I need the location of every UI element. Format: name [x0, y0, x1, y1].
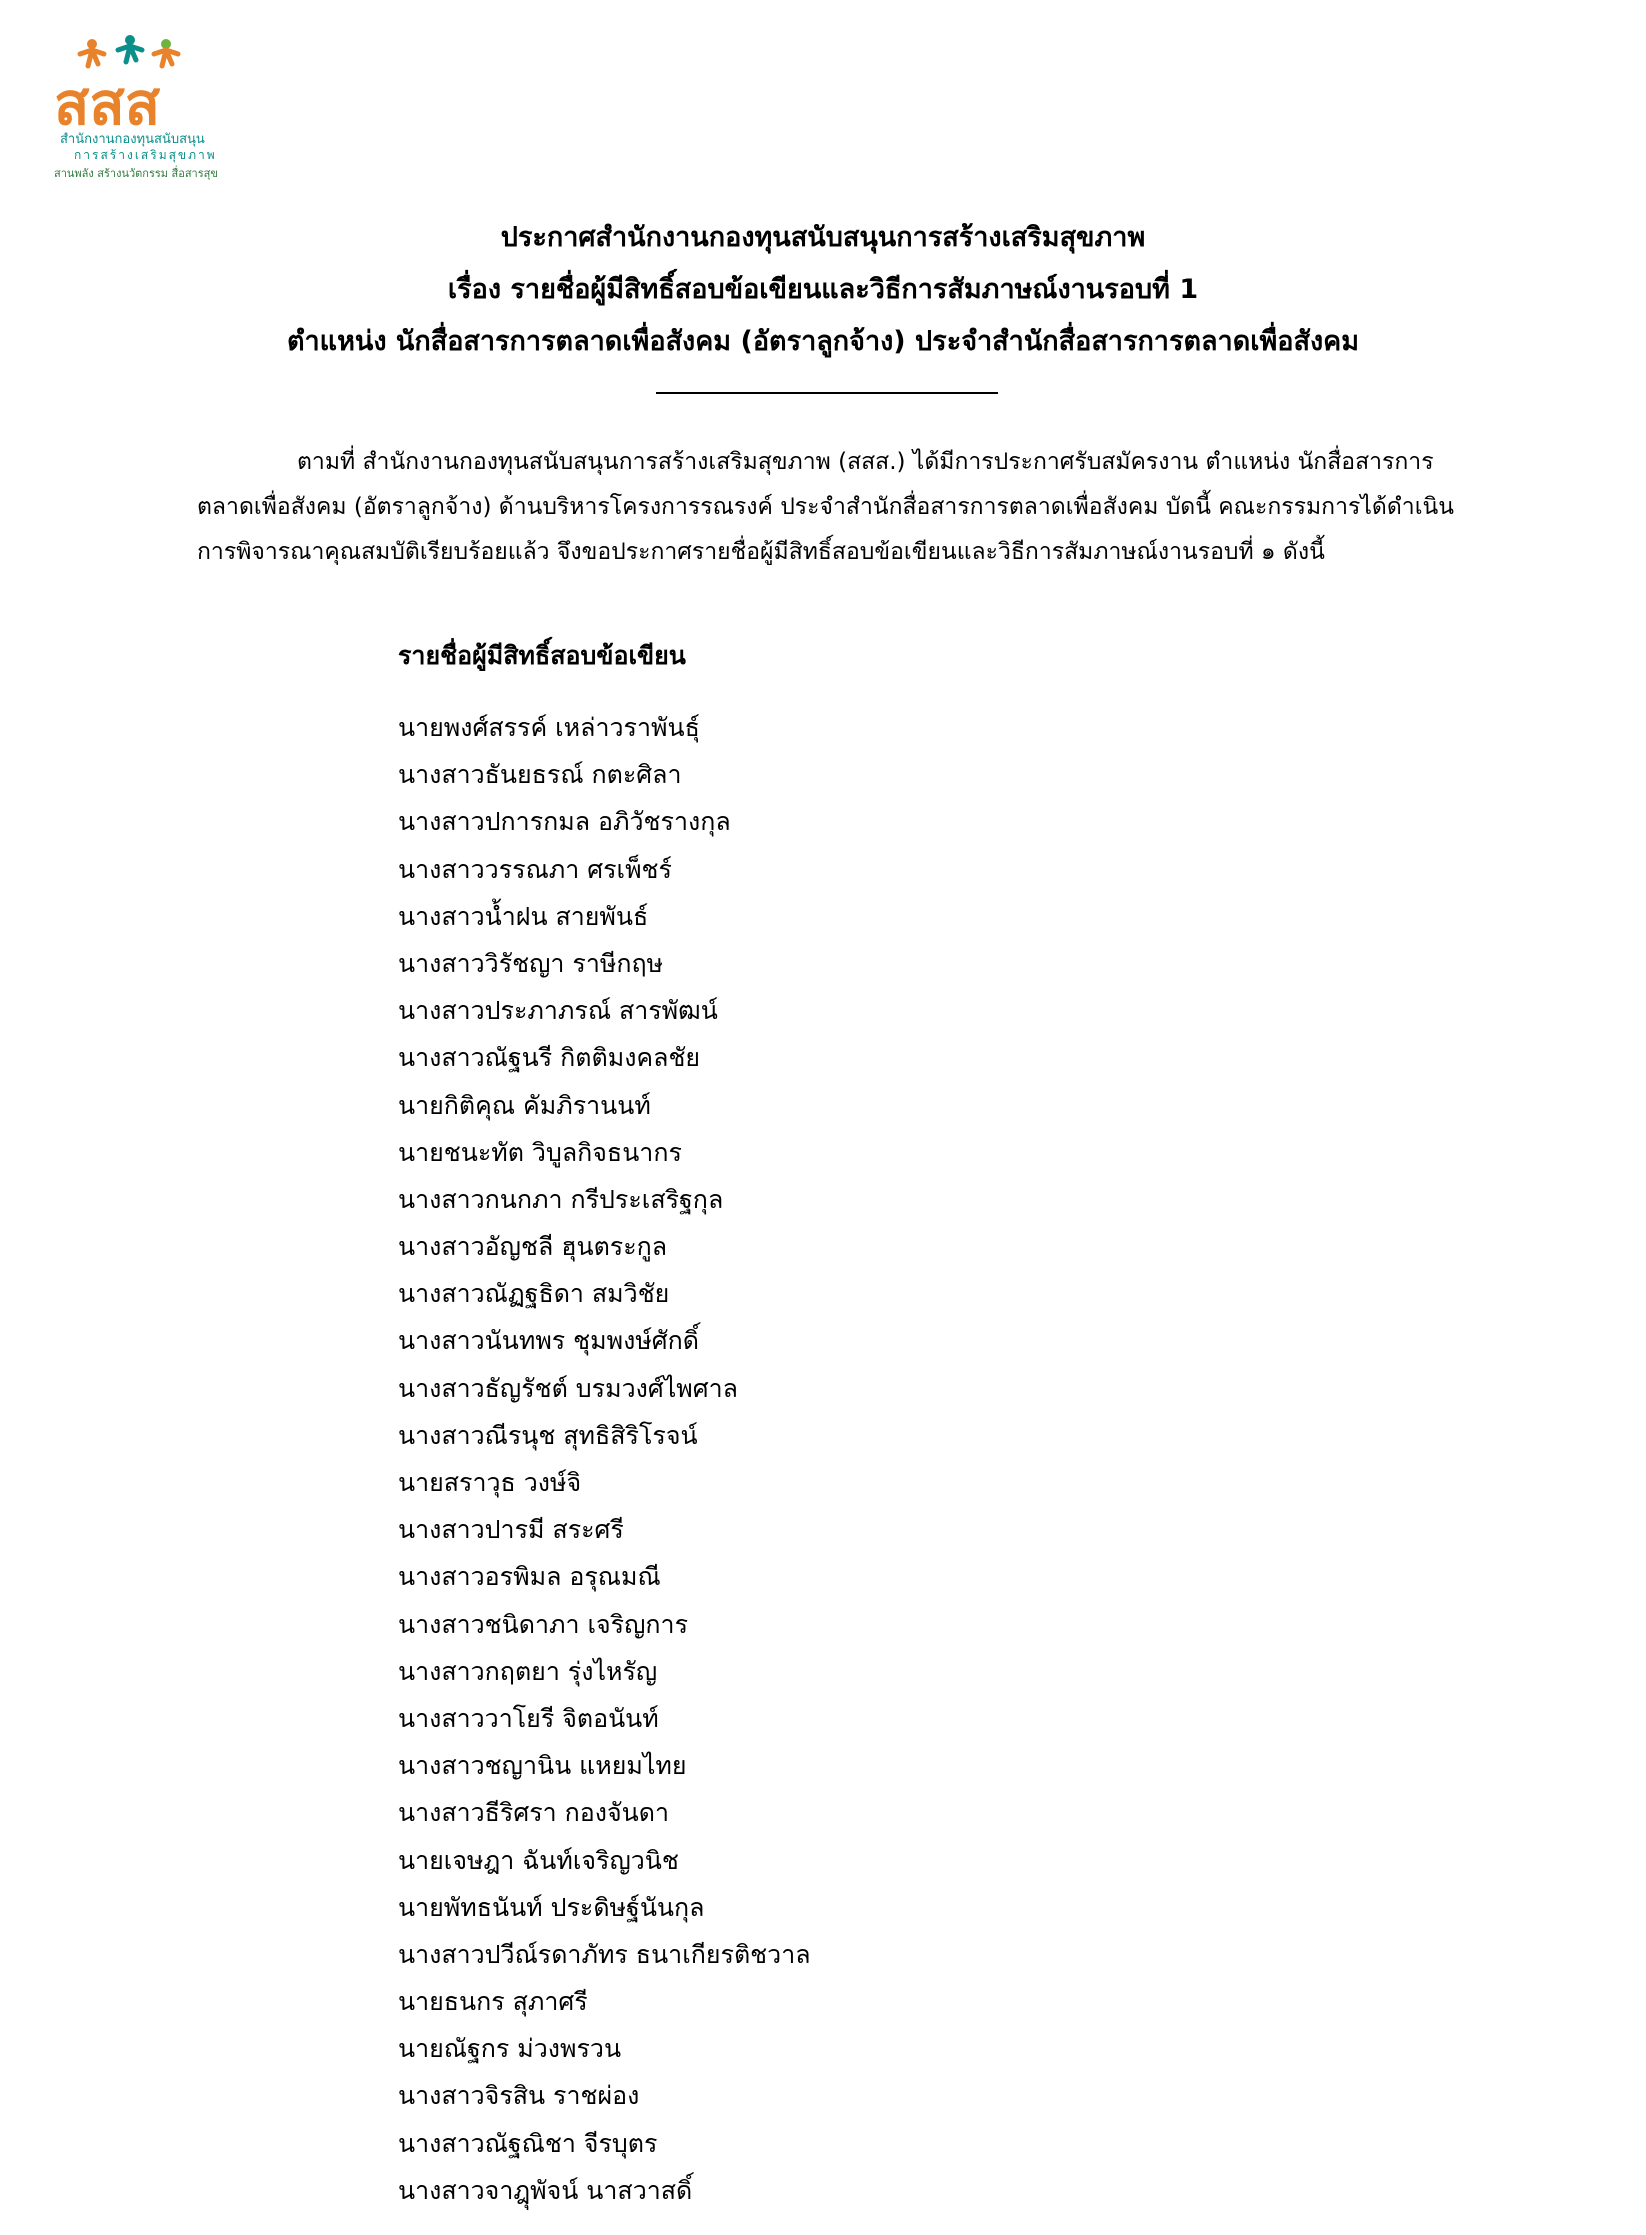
- list-item: นางสาวกนกภา กรีประเสริฐกุล: [398, 1184, 724, 1214]
- list-item: นางสาววาโยรี จิตอนันท์: [398, 1703, 659, 1733]
- list-item: นายธนกร สุภาศรี: [398, 1987, 588, 2017]
- list-item: นายณัฐกร ม่วงพรวน: [398, 2034, 622, 2064]
- list-item: นางสาวณัฐนรี กิตติมงคลชัย: [398, 1043, 701, 1073]
- list-item: นางสาวจาฎุพัจน์ นาสวาสดิ์: [398, 2175, 693, 2205]
- announcement-title: [170, 212, 1476, 368]
- list-item: นางสาวณัฏฐธิดา สมวิชัย: [398, 1279, 670, 1309]
- list-item: นายสราวุธ วงษ์จิ: [398, 1468, 582, 1497]
- people-figures: [80, 35, 178, 66]
- thaihealth-logo-icon: [54, 32, 224, 128]
- title-line-2: เรื่อง รายชื่อผู้มีสิทธิ์สอบข้อเขียนและวิธีการสัมภาษณ์งานรอบที่ 1: [447, 274, 1199, 305]
- list-item: นางสาวกฤตยา รุ่งไหรัญ: [398, 1656, 658, 1686]
- list-item: นางสาวธีริศรา กองจันดา: [398, 1798, 670, 1828]
- candidates-heading: รายชื่อผู้มีสิทธิ์สอบข้อเขียน: [398, 641, 686, 670]
- list-item: นางสาวธัญรัชต์ บรมวงศ์ไพศาล: [398, 1373, 738, 1403]
- list-item: นางสาวณัฐณิชา จีรบุตร: [398, 2128, 658, 2158]
- list-item: นางสาวชนิดาภา เจริญการ: [398, 1609, 688, 1639]
- list-item: นายกิติคุณ คัมภิรานนท์: [398, 1090, 651, 1120]
- list-item: นางสาวปวีณ์รดาภัทร ธนาเกียรติชวาล: [398, 1939, 811, 1969]
- list-item: นายชนะทัต วิบูลกิจธนากร: [398, 1137, 682, 1167]
- list-item: นางสาวน้ำฝน สายพันธ์: [398, 901, 649, 931]
- list-item: นางสาวอัญชลี ฮุนตระกูล: [398, 1232, 668, 1262]
- title-line-1: ประกาศสำนักงานกองทุนสนับสนุนการสร้างเสริมสุขภาพ: [500, 222, 1146, 253]
- list-item: นางสาววรรณภา ศรเพ็ชร์: [398, 854, 672, 884]
- list-item: นางสาวชญานิน แหยมไทย: [398, 1751, 687, 1781]
- candidate-list: [398, 704, 811, 2214]
- list-item: นางสาวอรพิมล อรุณมณี: [398, 1562, 661, 1592]
- list-item: นายพงศ์สรรค์ เหล่าวราพันธุ์: [398, 713, 700, 742]
- list-item: นายเจษฎา ฉันท์เจริญวนิช: [398, 1845, 679, 1875]
- title-line-3: ตำแหน่ง นักสื่อสารการตลาดเพื่อสังคม (อัตราลูกจ้าง) ประจำสำนักสื่อสารการตลาดเพื่อสังคม: [286, 326, 1360, 357]
- list-item: นางสาวนันทพร ชุมพงษ์ศักดิ์: [398, 1326, 700, 1356]
- list-item: นายพัทธนันท์ ประดิษฐ์นันกุล: [398, 1892, 705, 1922]
- title-underline: [656, 392, 998, 394]
- logo-wordmark: สสส: [54, 70, 161, 128]
- intro-paragraph: ตามที่ สำนักงานกองทุนสนับสนุนการสร้างเสริมสุขภาพ (สสส.) ได้มีการประกาศรับสมัครงาน ตำแหน่ง นักสื่อสารการตลาดเพื่อสังคม (อัตราลูกจ้าง) ด้านบริหารโครงการรณรงค์ ประจำสำนักสื่อสารการตลาดเพื่อสังคม บัดนี้ คณะกรรมการได้ดำเนินการพิจารณาคุณสมบัติเรียบร้อยแล้ว จึงขอประกาศรายชื่อผู้มีสิทธิ์สอบข้อเขียนและวิธีการสัมภาษณ์งานรอบที่ ๑ ดังนี้: [197, 449, 1455, 565]
- list-item: นางสาวธันยธรณ์ กตะศิลา: [398, 760, 682, 790]
- logo-caption-line2: การสร้างเสริมสุขภาพ: [74, 148, 217, 162]
- list-item: นางสาววิรัชญา ราษีกฤษ: [398, 948, 664, 978]
- intro-section: [197, 440, 1467, 575]
- list-item: นางสาวณีรนุช สุทธิสิริโรจน์: [398, 1420, 698, 1450]
- list-item: นางสาวประภาภรณ์ สารพัฒน์: [398, 996, 718, 1026]
- thaihealth-logo: [54, 32, 224, 182]
- list-item: นางสาวปการกมล อภิวัชรางกุล: [398, 807, 731, 837]
- list-item: นางสาวจิรสิน ราชผ่อง: [398, 2081, 640, 2111]
- list-item: นางสาวปารมี สระศรี: [398, 1515, 624, 1545]
- logo-caption-line3: สานพลัง สร้างนวัตกรรม สื่อสารสุข: [54, 167, 218, 180]
- logo-caption-line1: สำนักงานกองทุนสนับสนุน: [60, 132, 205, 147]
